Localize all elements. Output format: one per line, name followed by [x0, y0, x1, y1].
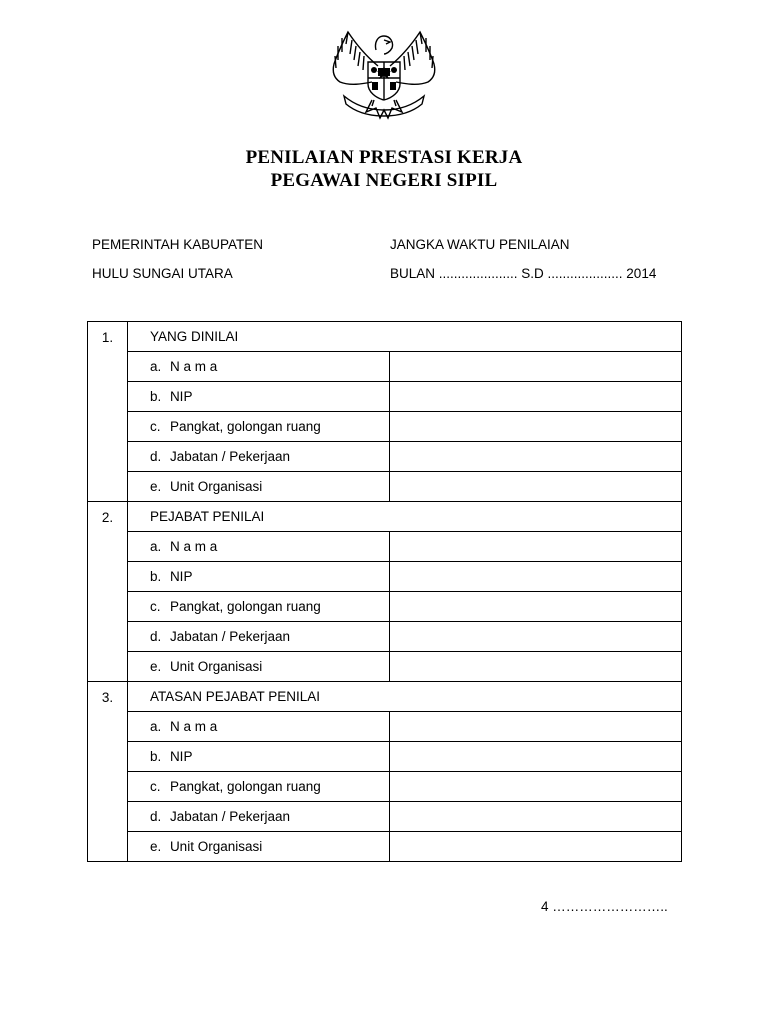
- field-label-text: NIP: [169, 389, 193, 404]
- field-label-text: Jabatan / Pekerjaan: [169, 809, 291, 824]
- field-label-text: Unit Organisasi: [169, 479, 263, 494]
- table-row: [88, 622, 682, 652]
- header-left-line2: HULU SUNGAI UTARA: [92, 266, 233, 281]
- table-row: [88, 382, 682, 412]
- field-label-text: N a m a: [169, 539, 218, 554]
- field-label: [127, 532, 389, 562]
- field-value-cell[interactable]: [389, 382, 681, 412]
- section-row: [88, 502, 682, 532]
- section-row: [88, 682, 682, 712]
- field-label: [127, 442, 389, 472]
- field-key: b.: [149, 749, 162, 764]
- section-number: 2.: [88, 502, 128, 682]
- page-title-line2: PEGAWAI NEGERI SIPIL: [270, 170, 498, 191]
- field-label: [127, 802, 389, 832]
- table-row: [88, 412, 682, 442]
- field-label-text: NIP: [169, 749, 193, 764]
- field-key: d.: [149, 629, 162, 644]
- field-label: [127, 562, 389, 592]
- field-label: [127, 622, 389, 652]
- section-title: PEJABAT PENILAI: [127, 502, 681, 532]
- field-label: [127, 592, 389, 622]
- field-label-text: N a m a: [169, 719, 218, 734]
- table-row: [88, 652, 682, 682]
- field-value-cell[interactable]: [389, 472, 681, 502]
- section-number: 1.: [88, 322, 128, 502]
- table-row: [88, 772, 682, 802]
- field-key: a.: [149, 539, 162, 554]
- field-value-cell[interactable]: [389, 802, 681, 832]
- field-key: a.: [149, 719, 162, 734]
- field-label: [127, 742, 389, 772]
- field-value-cell[interactable]: [389, 622, 681, 652]
- table-row: [88, 712, 682, 742]
- field-label: [127, 352, 389, 382]
- field-label-text: Jabatan / Pekerjaan: [169, 629, 291, 644]
- field-label: [127, 652, 389, 682]
- header-right-line2: BULAN ..................... S.D .................... 2014: [390, 266, 657, 281]
- field-key: d.: [149, 809, 162, 824]
- field-key: b.: [149, 389, 162, 404]
- section-number: 3.: [88, 682, 128, 862]
- field-label-text: Pangkat, golongan ruang: [169, 419, 321, 434]
- field-value-cell[interactable]: [389, 562, 681, 592]
- assessment-table: [87, 321, 682, 862]
- field-label-text: Unit Organisasi: [169, 659, 263, 674]
- field-label: [127, 772, 389, 802]
- field-value-cell[interactable]: [389, 832, 681, 862]
- field-key: c.: [149, 599, 161, 614]
- table-row: [88, 352, 682, 382]
- field-label-text: Unit Organisasi: [169, 839, 263, 854]
- page-title-line1: PENILAIAN PRESTASI KERJA: [245, 147, 523, 168]
- field-value-cell[interactable]: [389, 712, 681, 742]
- field-key: c.: [149, 779, 161, 794]
- field-label-text: Jabatan / Pekerjaan: [169, 449, 291, 464]
- field-key: b.: [149, 569, 162, 584]
- field-value-cell[interactable]: [389, 772, 681, 802]
- field-key: e.: [149, 839, 162, 854]
- table-row: [88, 562, 682, 592]
- field-label: [127, 382, 389, 412]
- field-label: [127, 832, 389, 862]
- field-value-cell[interactable]: [389, 742, 681, 772]
- table-row: [88, 532, 682, 562]
- table-row: [88, 592, 682, 622]
- section-row: [88, 322, 682, 352]
- field-value-cell[interactable]: [389, 442, 681, 472]
- field-label-text: N a m a: [169, 359, 218, 374]
- field-key: d.: [149, 449, 162, 464]
- header-right-line1: JANGKA WAKTU PENILAIAN: [390, 237, 570, 252]
- field-value-cell[interactable]: [389, 532, 681, 562]
- field-label-text: NIP: [169, 569, 193, 584]
- section-title: YANG DINILAI: [127, 322, 681, 352]
- field-value-cell[interactable]: [389, 352, 681, 382]
- field-label: [127, 712, 389, 742]
- field-key: e.: [149, 659, 162, 674]
- field-value-cell[interactable]: [389, 412, 681, 442]
- garuda-emblem-icon: [326, 26, 442, 126]
- page-footer: 4 ……………………..: [541, 899, 668, 914]
- field-key: c.: [149, 419, 161, 434]
- section-title: ATASAN PEJABAT PENILAI: [127, 682, 681, 712]
- field-key: a.: [149, 359, 162, 374]
- field-label-text: Pangkat, golongan ruang: [169, 599, 321, 614]
- header-left-line1: PEMERINTAH KABUPATEN: [92, 237, 264, 252]
- table-row: [88, 742, 682, 772]
- field-value-cell[interactable]: [389, 592, 681, 622]
- table-row: [88, 832, 682, 862]
- table-row: [88, 802, 682, 832]
- field-label: [127, 412, 389, 442]
- field-key: e.: [149, 479, 162, 494]
- field-value-cell[interactable]: [389, 652, 681, 682]
- table-row: [88, 472, 682, 502]
- table-row: [88, 442, 682, 472]
- field-label-text: Pangkat, golongan ruang: [169, 779, 321, 794]
- field-label: [127, 472, 389, 502]
